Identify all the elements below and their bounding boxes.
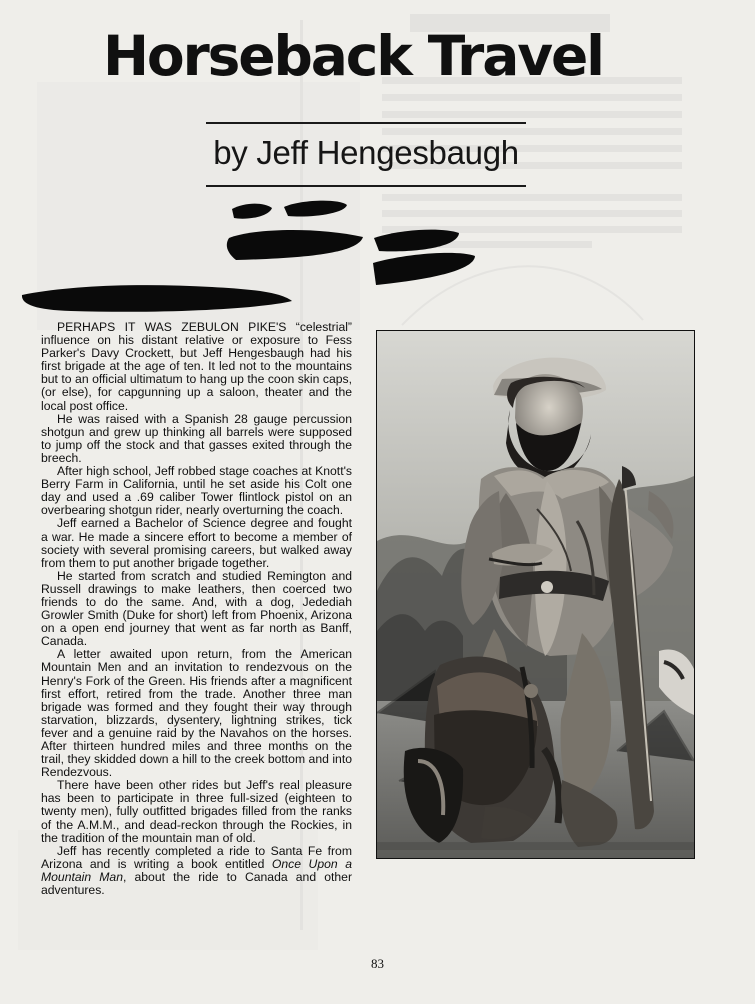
redaction-mark [232, 204, 272, 219]
article-title: Horseback Travel [103, 24, 603, 88]
article-paragraph: He was raised with a Spanish 28 gauge percussion shotgun and grew up thinking all barrels were supposed to jump off the stock and that gasses exited through the breech. [41, 411, 352, 465]
redaction-mark [374, 230, 459, 252]
article-paragraph: There have been other rides but Jeff's real pleasure has been to participate in three full-sized (eighteen to twenty men), fully outfitted brigades filled from the ranks of the A.M.M., and dead-reckon through the Rockies, in the tradition of the mountain man of old. [41, 778, 352, 845]
title-rule-bottom [206, 185, 526, 187]
title-rule-top [206, 122, 526, 124]
redaction-mark [373, 253, 475, 285]
book-title: Once Upon a Mountain Man [41, 856, 352, 884]
page-number: 83 [371, 956, 384, 971]
article-byline: by Jeff Hengesbaugh [213, 134, 519, 171]
article-paragraph [41, 845, 352, 897]
article-sentence-end: , about the ride to Canada and other adventures. [41, 869, 353, 898]
article-paragraph: A letter awaited upon return, from the American Mountain Men and an invitation to rendezvous on the Henry's Fork of the Green. His friends after a magnificent first effort, retired from the trade. Another three man brigade was formed and they fought their way through starvation, blizzards, dysentery, lightning strikes, tick fever and a genuine raid by the Navahos on the horses. After thirteen hundred miles and three months on the trail, they skidded down a hill to the creek bottom and into Rendezvous. [41, 647, 352, 780]
redaction-mark [22, 285, 292, 312]
redaction-mark [227, 230, 363, 260]
article-paragraph: Jeff earned a Bachelor of Science degree and fought a war. He made a sincere effort to become a member of society with several promising careers, but walked away from them to put another brigade together. [41, 516, 352, 570]
mountain-man-photo [376, 330, 695, 859]
article-body [41, 321, 352, 942]
redacted-text-marks [0, 190, 500, 320]
article-paragraph: He started from scratch and studied Remington and Russell drawings to make leathers, then coerced two friends to do the same. And, with a dog, Jedediah Growler Smith (Duke for short) left from Phoenix, Arizona on a open end journey that went as far north as Banff, Canada. [41, 568, 352, 649]
photo-illustration [377, 331, 694, 858]
redaction-mark [284, 201, 347, 217]
article-paragraph: PERHAPS IT WAS ZEBULON PIKE'S “celestrial” influence on his distant relative or exposure to Fess Parker's Davy Crockett, but Jeff Hengesbaugh had his first brigade at the age of ten. It led not to the mountains but to an official ultimatum to hang up the coon skin caps, (or else), for capgunning up a saloon, theater and the local post office. [41, 320, 352, 413]
article-sentence-start: Jeff has recently completed a ride to Santa Fe from Arizona and is writing a book entitled [41, 843, 352, 871]
article-paragraph: After high school, Jeff robbed stage coaches at Knott's Berry Farm in California, until he set aside his Colt one day and used a .69 caliber Tower flintlock pistol on an overbearing shotgun rider, nearly overturning the coach. [41, 464, 352, 518]
